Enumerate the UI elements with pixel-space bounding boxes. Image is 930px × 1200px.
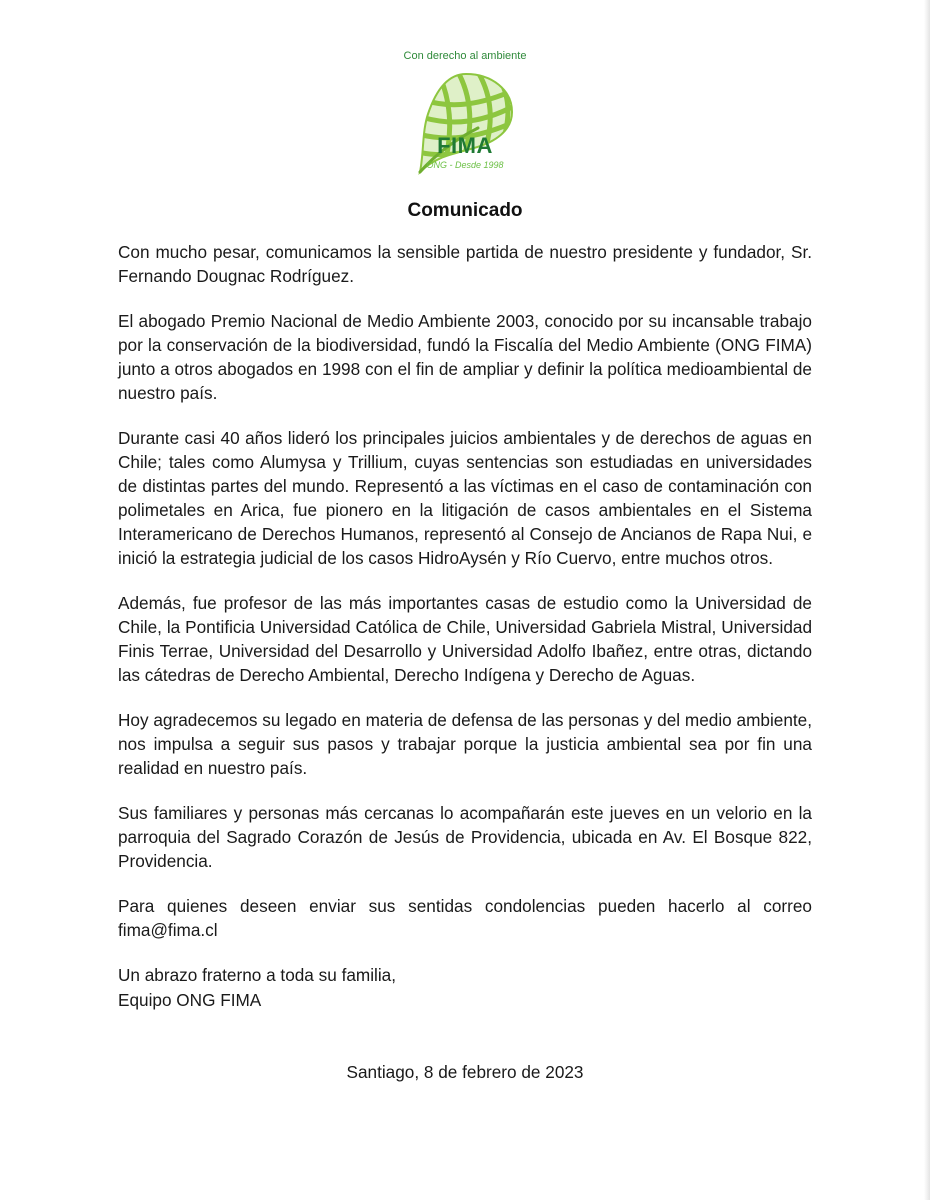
paragraph-wake: Sus familiares y personas más cercanas lo acompañarán este jueves en un velorio en la parroquia del Sagrado Corazón de Jesús de Providencia, ubicada en Av. El Bosque 822, Providencia. <box>118 803 812 871</box>
closing-line: Un abrazo fraterno a toda su familia, <box>118 965 397 985</box>
page-edge-shadow <box>924 0 930 1200</box>
logo-since: ONG - Desde 1998 <box>426 160 504 170</box>
document-title: Comunicado <box>407 200 523 221</box>
paragraph-teaching: Además, fue profesor de las más importantes casas de estudio como la Universidad de Chile, la Pontificia Universidad Católica de Chile, Universidad Gabriela Mistral, Universidad Finis Terrae, Universidad del Desarrollo y Universidad Adolfo Ibañez, entre otras, dictando las cátedras de Derecho Ambiental, Derecho Indígena y Derecho de Aguas. <box>118 593 812 685</box>
document-body <box>118 240 812 1013</box>
signature: Equipo ONG FIMA <box>118 990 262 1010</box>
paragraph-announcement: Con mucho pesar, comunicamos la sensible partida de nuestro presidente y fundador, Sr. Fernando Dougnac Rodríguez. <box>118 242 812 286</box>
logo-name: FIMA <box>437 133 493 158</box>
paragraph-legacy: Hoy agradecemos su legado en materia de defensa de las personas y del medio ambiente, nos impulsa a seguir sus pasos y trabajar porque la justicia ambiental sea por fin una realidad en nuestro país. <box>118 710 812 778</box>
date-line: Santiago, 8 de febrero de 2023 <box>346 1062 584 1082</box>
paragraph-legal-career: Durante casi 40 años lideró los principales juicios ambientales y de derechos de aguas en Chile; tales como Alumysa y Trillium, cuyas sentencias son estudiadas en universidades de distintas partes del mundo. Representó a las víctimas en el caso de contaminación con polimetales en Arica, fue pionero en la litigación de casos ambientales en el Sistema Interamericano de Derechos Humanos, representó al Consejo de Ancianos de Rapa Nui, e inició la estrategia judicial de los casos HidroAysén y Río Cuervo, entre muchos otros. <box>118 428 812 568</box>
fima-logo <box>400 48 530 178</box>
logo-tagline: Con derecho al ambiente <box>403 50 527 62</box>
paragraph-condolences: Para quienes deseen enviar sus sentidas condolencias pueden hacerlo al correo fima@fima.cl <box>118 896 812 940</box>
paragraph-biography: El abogado Premio Nacional de Medio Ambiente 2003, conocido por su incansable trabajo por la conservación de la biodiversidad, fundó la Fiscalía del Medio Ambiente (ONG FIMA) junto a otros abogados en 1998 con el fin de ampliar y definir la política medioambiental de nuestro país. <box>118 311 812 403</box>
